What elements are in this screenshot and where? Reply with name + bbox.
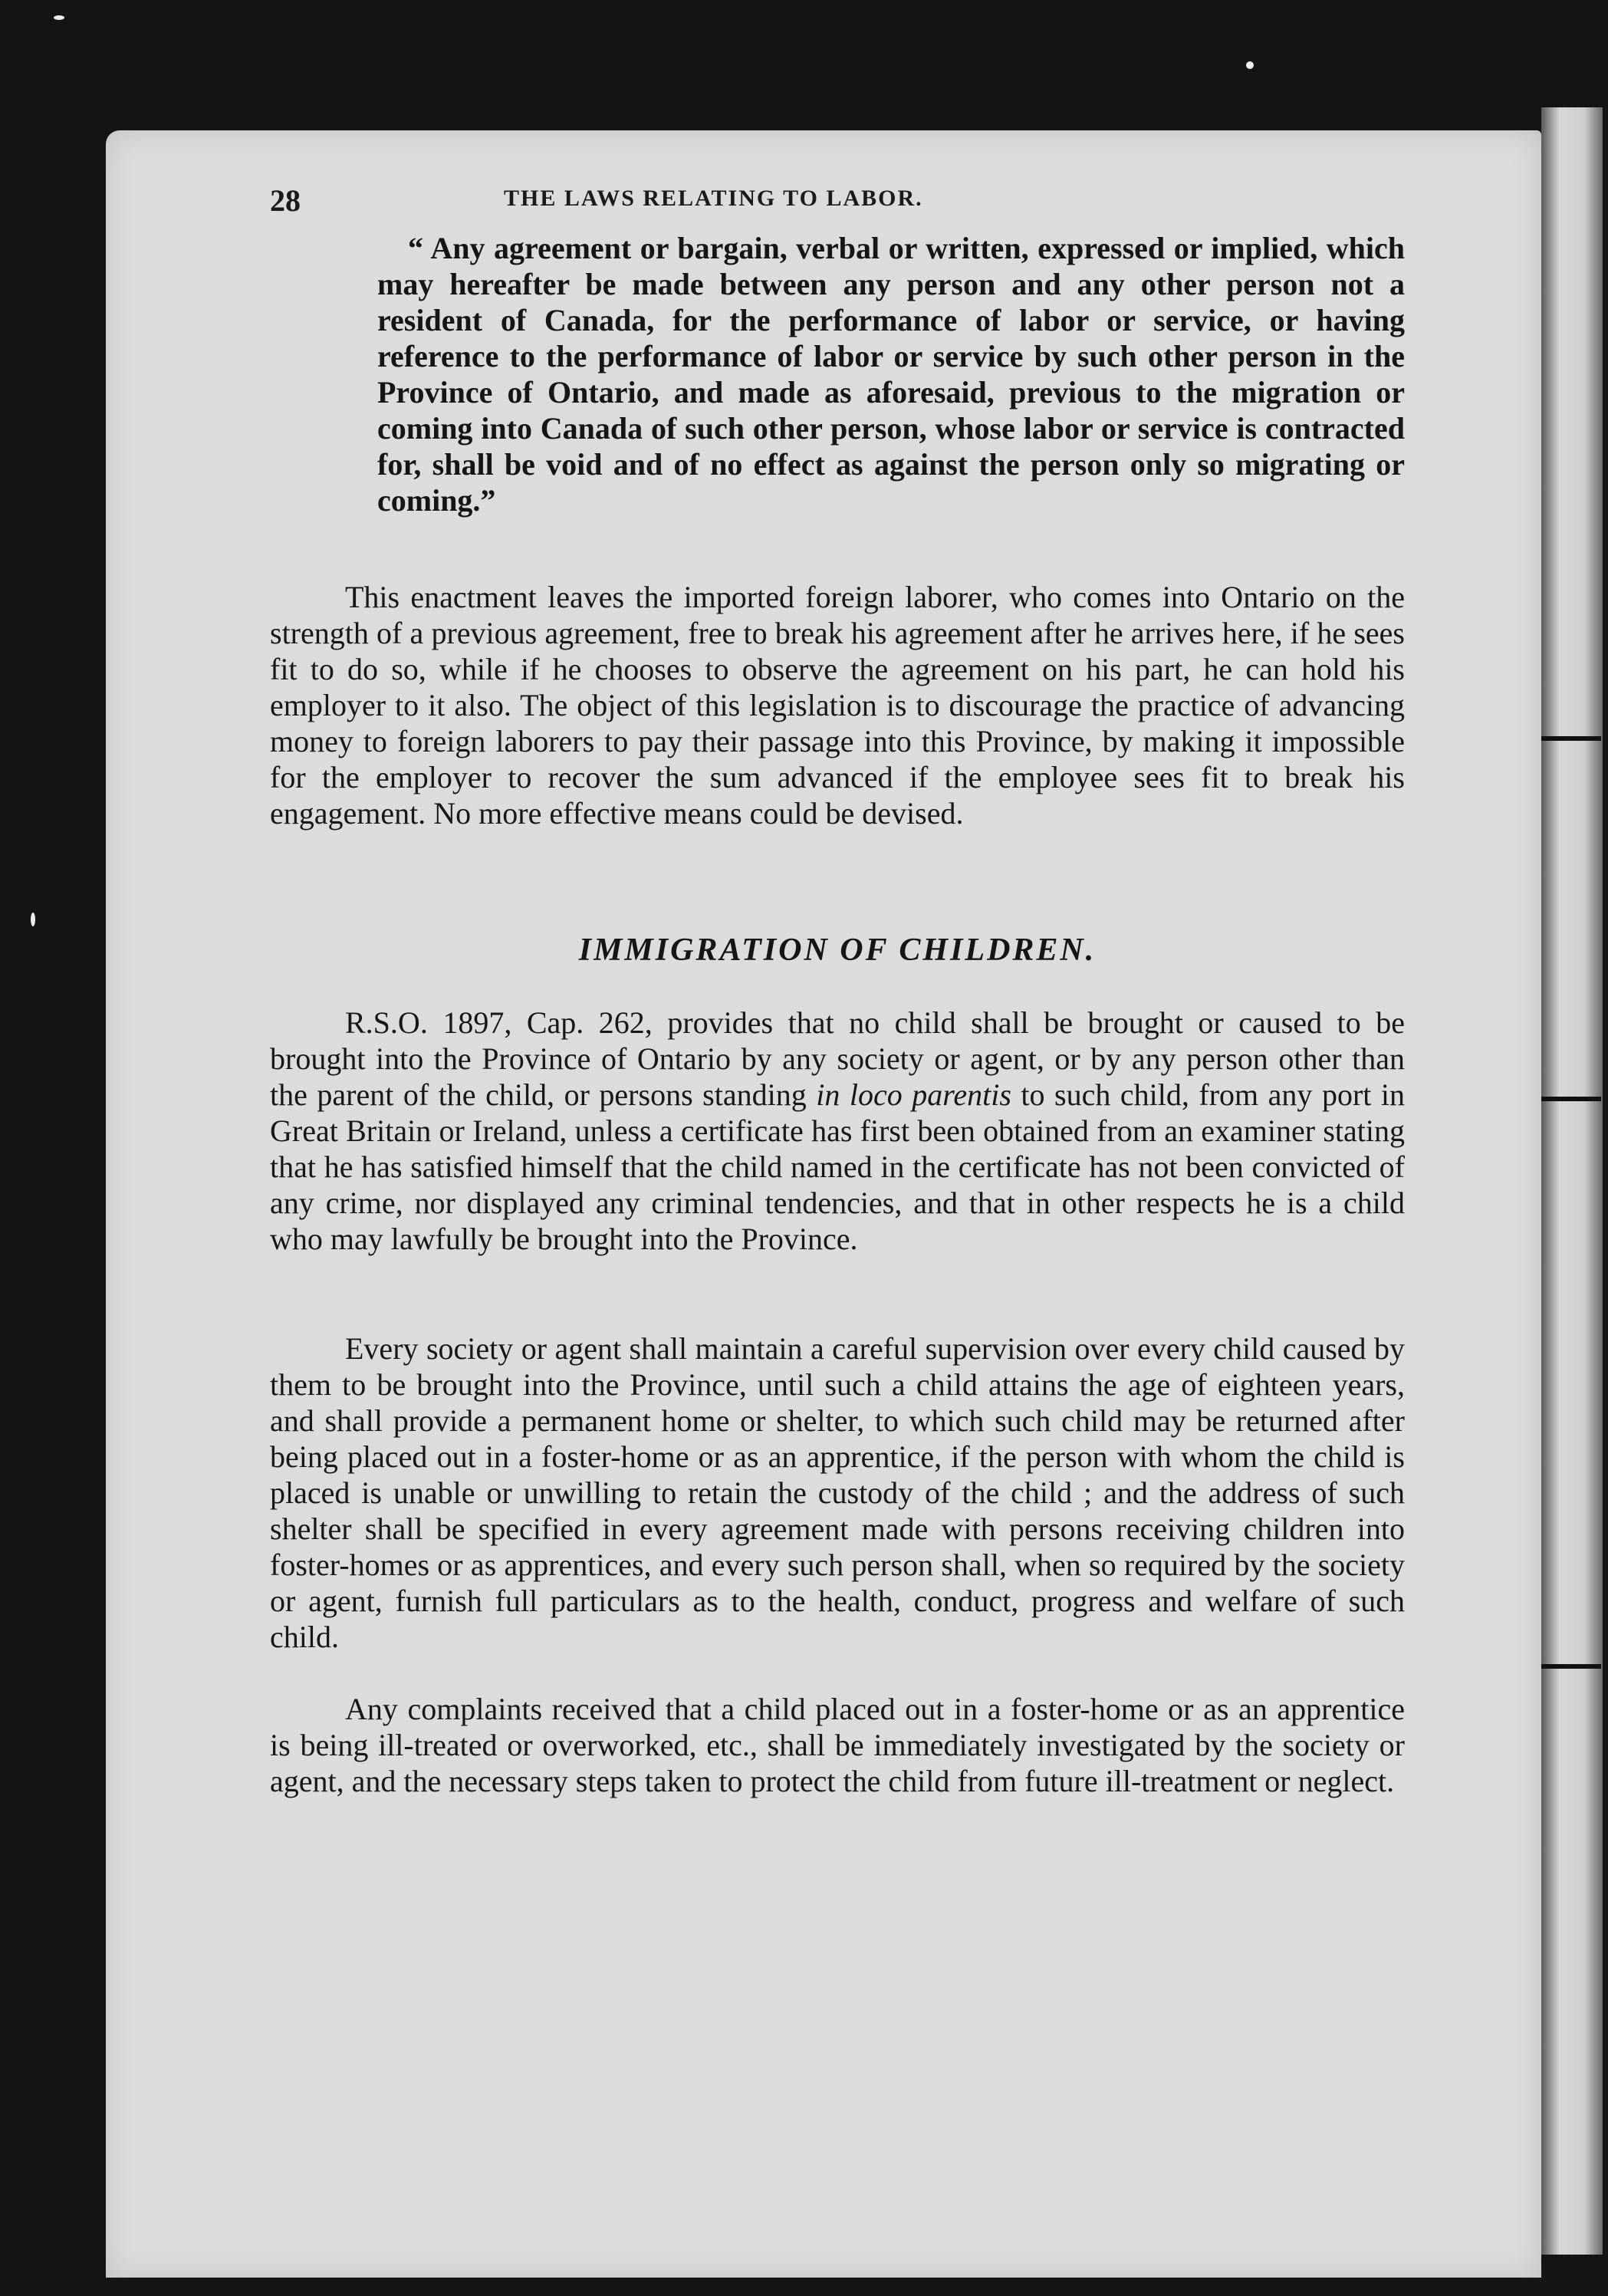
paragraph-text: to such child, from any port in Great Britain or Ireland, unless a certificate has first been obtained from an examiner stating that he has satisfied himself that the child named in the certificate has not been convicted of any crime, nor displayed any criminal tendencies, and that in other respects he is a child who may lawfully be brought into the Province. <box>270 1077 1406 1256</box>
running-head: THE LAWS RELATING TO LABOR. <box>504 186 923 211</box>
paragraph-complaints: Any complaints received that a child placed out in a foster-home or as an apprentice is being ill-treated or overworked, etc., shall be immediately investigated by the society or agent, and the necessary steps taken to protect the child from future ill-treatment or neglect. <box>270 1692 1405 1798</box>
scan-speck <box>1246 61 1254 69</box>
page-header <box>270 176 1144 222</box>
page-number: 28 <box>270 183 301 218</box>
scan-speck <box>31 913 35 926</box>
paragraph-enactment-commentary: This enactment leaves the imported foreign laborer, who comes into Ontario on the strength of a previous agreement, free to break his agreement after he arrives here, if he sees fit to do so, while if he chooses to observe the agreement on his part, he can hold his employer to it also. The object of this legislation is to discourage the practice of advancing money to foreign laborers to pay their passage into this Province, by making it impossible for the employer to recover the sum advanced if the employee sees fit to break his engagement. No more effective means could be devised. <box>270 580 1405 831</box>
paragraph-supervision: Every society or agent shall maintain a careful supervision over every child caused by them to be brought into the Province, until such a child attains the age of eighteen years, and shall provide a permanent home or shelter, to which such child may be returned after being placed out in a foster-home or as an apprentice, if the person with whom the child is placed is unable or unwilling to retain the custody of the child ; and the address of such shelter shall be specified in every agreement made with persons receiving children into foster-homes or as apprentices, and every such person shall, when so required by the society or agent, furnish full particulars as to the health, conduct, progress and welfare of such child. <box>270 1331 1405 1654</box>
scan-speck <box>54 15 64 20</box>
paragraph-text: R.S.O. 1897, Cap. 262, provides that no child shall be brought or caused to be brought into the Province of Ontario by any society or agent, or by any person other than the parent of the child, or persons standing <box>270 1005 1405 1112</box>
edge-rule <box>1541 1097 1601 1101</box>
quoted-statute: “ Any agreement or bargain, verbal or written, expressed or implied, which may hereafter be made between any person and any other person not a resident of Canada, for the performance of labor or service, or having reference to the performance of labor or service by such other person in the Province of Ontario, and made as aforesaid, previous to the migration or coming into Canada of such other person, whose labor or service is contracted for, shall be void and of no effect as against the person only so migrating or coming.” <box>377 231 1405 518</box>
paragraph-rso-provision <box>270 1005 1405 1257</box>
latin-phrase: in loco parentis <box>816 1077 1011 1112</box>
edge-rule <box>1541 1664 1601 1669</box>
edge-rule <box>1541 736 1601 741</box>
section-heading: IMMIGRATION OF CHILDREN. <box>578 933 1097 968</box>
adjacent-page-edge <box>1541 107 1603 2255</box>
